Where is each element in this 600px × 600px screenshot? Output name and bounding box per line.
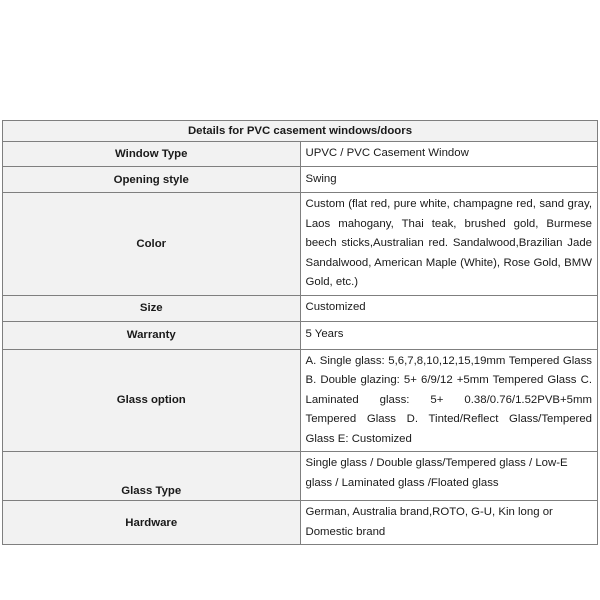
table-row xyxy=(3,142,598,167)
row-label: Color xyxy=(3,193,301,296)
row-label: Hardware xyxy=(3,501,301,545)
row-value: A. Single glass: 5,6,7,8,10,12,15,19mm Tempered Glass B. Double glazing: 5+ 6/9/12 +5mm Tempered Glass C. Laminated glass: 5+ 0.38/0.76/1.52PVB+5mm Tempered Glass D. Tinted/Reflect Glass/Tempered Glass E: Customized xyxy=(300,349,598,452)
row-label: Size xyxy=(3,295,301,321)
table-row xyxy=(3,501,598,545)
table-title: Details for PVC casement windows/doors xyxy=(3,121,598,142)
spec-table xyxy=(2,120,598,545)
table-row xyxy=(3,193,598,296)
row-label: Glass option xyxy=(3,349,301,452)
table-title-row xyxy=(3,121,598,142)
table-row xyxy=(3,295,598,321)
row-value: Custom (flat red, pure white, champagne red, sand gray, Laos mahogany, Thai teak, brushed gold, Burmese beech sticks,Australian red. Sandalwood,Brazilian Jade Sandalwood, American Maple (White), Rose Gold, BMW Gold, etc.) xyxy=(300,193,598,296)
row-value: UPVC / PVC Casement Window xyxy=(300,142,598,167)
row-label: Window Type xyxy=(3,142,301,167)
row-value: 5 Years xyxy=(300,321,598,349)
row-value: Customized xyxy=(300,295,598,321)
row-value: Single glass / Double glass/Tempered glass / Low-E glass / Laminated glass /Floated glass xyxy=(300,452,598,501)
table-row xyxy=(3,349,598,452)
row-label: Opening style xyxy=(3,167,301,193)
row-label: Warranty xyxy=(3,321,301,349)
row-value: German, Australia brand,ROTO, G-U, Kin long or Domestic brand xyxy=(300,501,598,545)
table-row xyxy=(3,167,598,193)
table-row xyxy=(3,321,598,349)
row-value: Swing xyxy=(300,167,598,193)
table-row xyxy=(3,452,598,501)
row-label: Glass Type xyxy=(3,452,301,501)
